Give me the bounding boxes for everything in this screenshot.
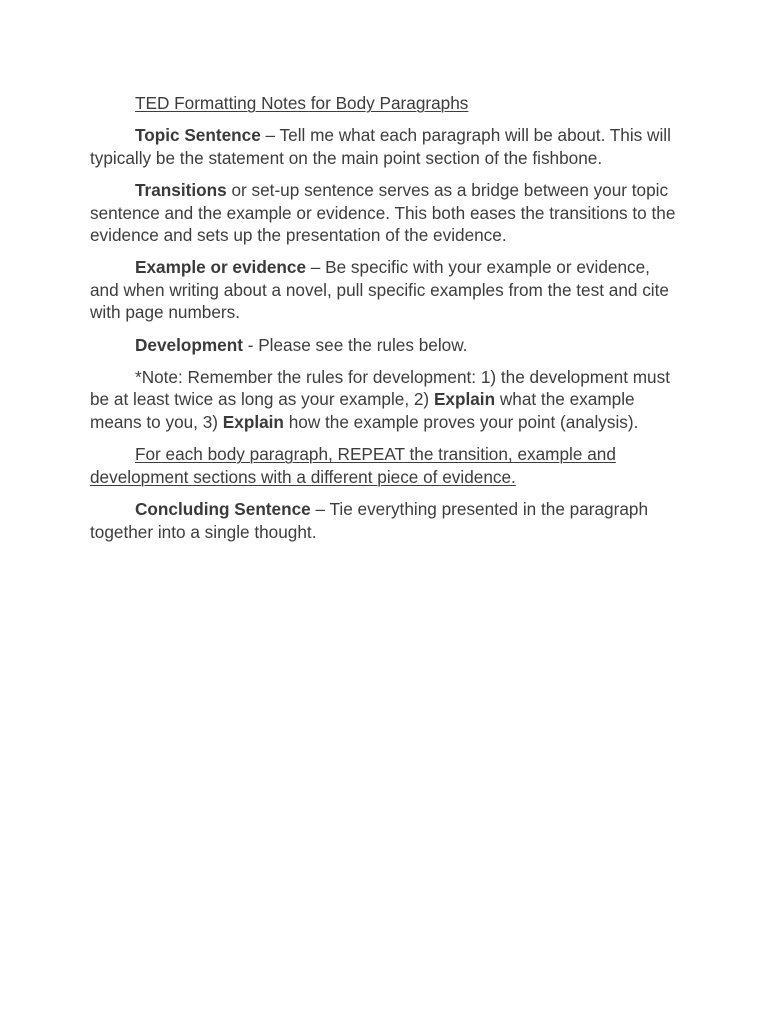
concluding-term: Concluding Sentence — [135, 499, 311, 520]
concluding-paragraph — [90, 498, 680, 543]
topic-sentence-term: Topic Sentence — [135, 125, 261, 146]
example-paragraph — [90, 256, 680, 323]
repeat-note-paragraph — [90, 443, 680, 488]
note-explain-term-1: Explain — [433, 389, 496, 410]
note-explain-term-2: Explain — [222, 411, 284, 432]
example-text: – Be specific with your example or evidence, and when writing about a novel, pull specific examples from the test and cite with page numbers. — [90, 257, 669, 323]
document-page — [90, 92, 680, 553]
development-note-paragraph — [90, 366, 680, 433]
example-term: Example or evidence — [135, 257, 307, 278]
note-text-part3: how the example proves your point (analysis). — [283, 411, 639, 432]
repeat-note-text: For each body paragraph, REPEAT the transition, example and development sections with a different piece of evidence. — [90, 444, 616, 487]
document-title-paragraph — [90, 92, 680, 114]
topic-sentence-text: – Tell me what each paragraph will be about. This will typically be the statement on the main point section of the fishbone. — [90, 125, 671, 168]
development-text: - Please see the rules below. — [242, 334, 468, 355]
note-text-part2: what the example means to you, 3) — [90, 389, 635, 432]
note-text-part1: *Note: Remember the rules for development: 1) the development must be at least twice as long as your example, 2) — [90, 367, 670, 410]
transitions-term: Transitions — [135, 180, 227, 201]
transitions-paragraph — [90, 179, 680, 246]
transitions-text: or set-up sentence serves as a bridge between your topic sentence and the example or evidence. This both eases the transitions to the evidence and sets up the presentation of the evidence. — [90, 180, 676, 246]
development-paragraph — [90, 334, 680, 356]
concluding-text: – Tie everything presented in the paragraph together into a single thought. — [90, 499, 649, 542]
development-term: Development — [135, 334, 243, 355]
document-title: TED Formatting Notes for Body Paragraphs — [135, 93, 469, 113]
topic-sentence-paragraph — [90, 124, 680, 169]
